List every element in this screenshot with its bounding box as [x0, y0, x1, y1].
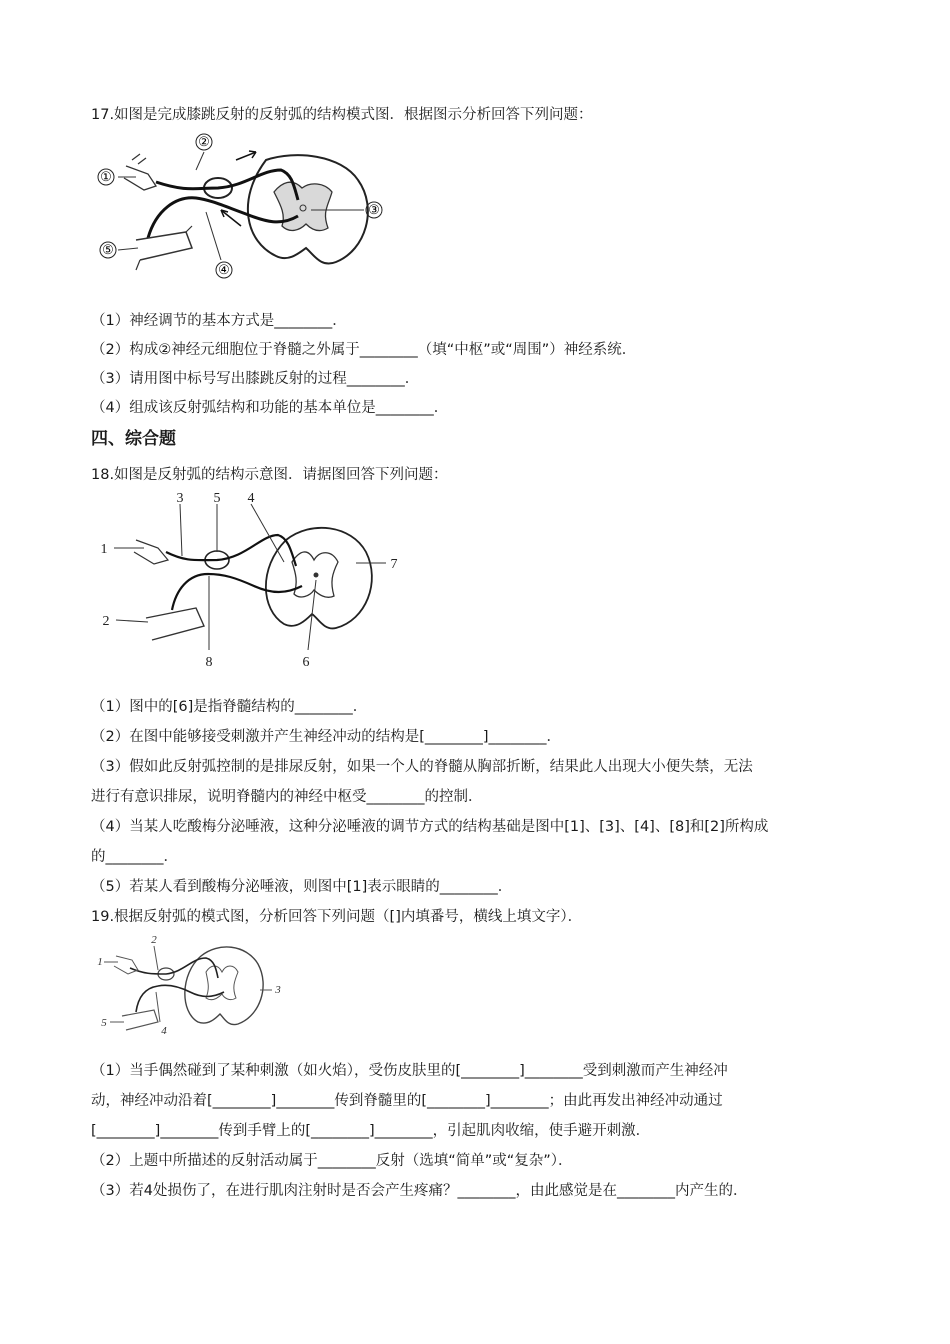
q19-line-1: （1）当手偶然碰到了某种刺激（如火焰），受伤皮肤里的[________]________受到刺激而产生神经冲 [91, 1063, 728, 1079]
q18-line-1: （1）图中的[6]是指脊髓结构的________． [91, 699, 368, 715]
label-5: 5 [101, 1017, 107, 1029]
label-4: 4 [161, 1025, 167, 1037]
label-7: 7 [390, 557, 398, 572]
q19-line-2: 动，神经冲动沿着[________]________传到脊髓里的[________]________；由此再发出神经冲动通过 [91, 1093, 723, 1109]
section-heading: 四、综合题 [91, 429, 176, 449]
q17-line-2: （2）构成②神经元细胞位于脊髓之外属于________（填“中枢”或“周围”）神经系统． [91, 342, 637, 358]
q18-line-4: 进行有意识排尿，说明脊髓内的神经中枢受________的控制． [91, 789, 483, 805]
label-2: ② [198, 134, 210, 149]
q19-line-5: （3）若4处损伤了，在进行肌肉注射时是否会产生疼痛？________，由此感觉是在________内产生的． [91, 1183, 748, 1199]
label-5: ⑤ [102, 242, 114, 257]
q18-line-6: 的________． [91, 849, 178, 865]
q17-title: 17.如图是完成膝跳反射的反射弧的结构模式图．根据图示分析回答下列问题： [91, 107, 593, 123]
q17-line-3: （3）请用图中标号写出膝跳反射的过程________． [91, 371, 420, 387]
q17-line-4: （4）组成该反射弧结构和功能的基本单位是________． [91, 400, 449, 416]
label-2: 2 [151, 934, 157, 946]
label-1: ① [100, 169, 112, 184]
q17-line-1: （1）神经调节的基本方式是________． [91, 313, 347, 329]
label-6: 6 [302, 655, 310, 670]
label-8: 8 [205, 655, 213, 670]
q19-line-4: （2）上题中所描述的反射活动属于________反射（选填“简单”或“复杂”）． [91, 1153, 573, 1169]
label-4: 4 [247, 491, 255, 506]
q19-line-3: [________]________传到手臂上的[________]________，引起肌肉收缩，使手避开刺激． [91, 1123, 651, 1139]
reflex-arc-model-diagram [96, 932, 286, 1048]
q18-line-5: （4）当某人吃酸梅分泌唾液，这种分泌唾液的调节方式的结构基础是图中[1]、[3]、[4]、[8]和[2]所构成 [91, 819, 769, 835]
q18-line-3: （3）假如此反射弧控制的是排尿反射，如果一个人的脊髓从胸部折断，结果此人出现大小便失禁，无法 [91, 759, 753, 775]
label-3: 3 [176, 491, 184, 506]
label-2: 2 [102, 614, 110, 629]
q18-title: 18.如图是反射弧的结构示意图．请据图回答下列问题： [91, 467, 448, 483]
label-1: 1 [97, 956, 103, 968]
label-5: 5 [213, 491, 221, 506]
label-1: 1 [100, 542, 108, 557]
reflex-arc-diagram [96, 490, 406, 675]
knee-reflex-arc-diagram [96, 130, 396, 290]
q18-line-2: （2）在图中能够接受刺激并产生神经冲动的结构是[________]________． [91, 729, 562, 745]
label-4: ④ [218, 262, 230, 277]
label-3: ③ [368, 202, 380, 217]
label-3: 3 [275, 984, 281, 996]
q18-line-7: （5）若某人看到酸梅分泌唾液，则图中[1]表示眼睛的________． [91, 879, 513, 895]
q19-title: 19.根据反射弧的模式图，分析回答下列问题（[]内填番号，横线上填文字）． [91, 909, 583, 925]
